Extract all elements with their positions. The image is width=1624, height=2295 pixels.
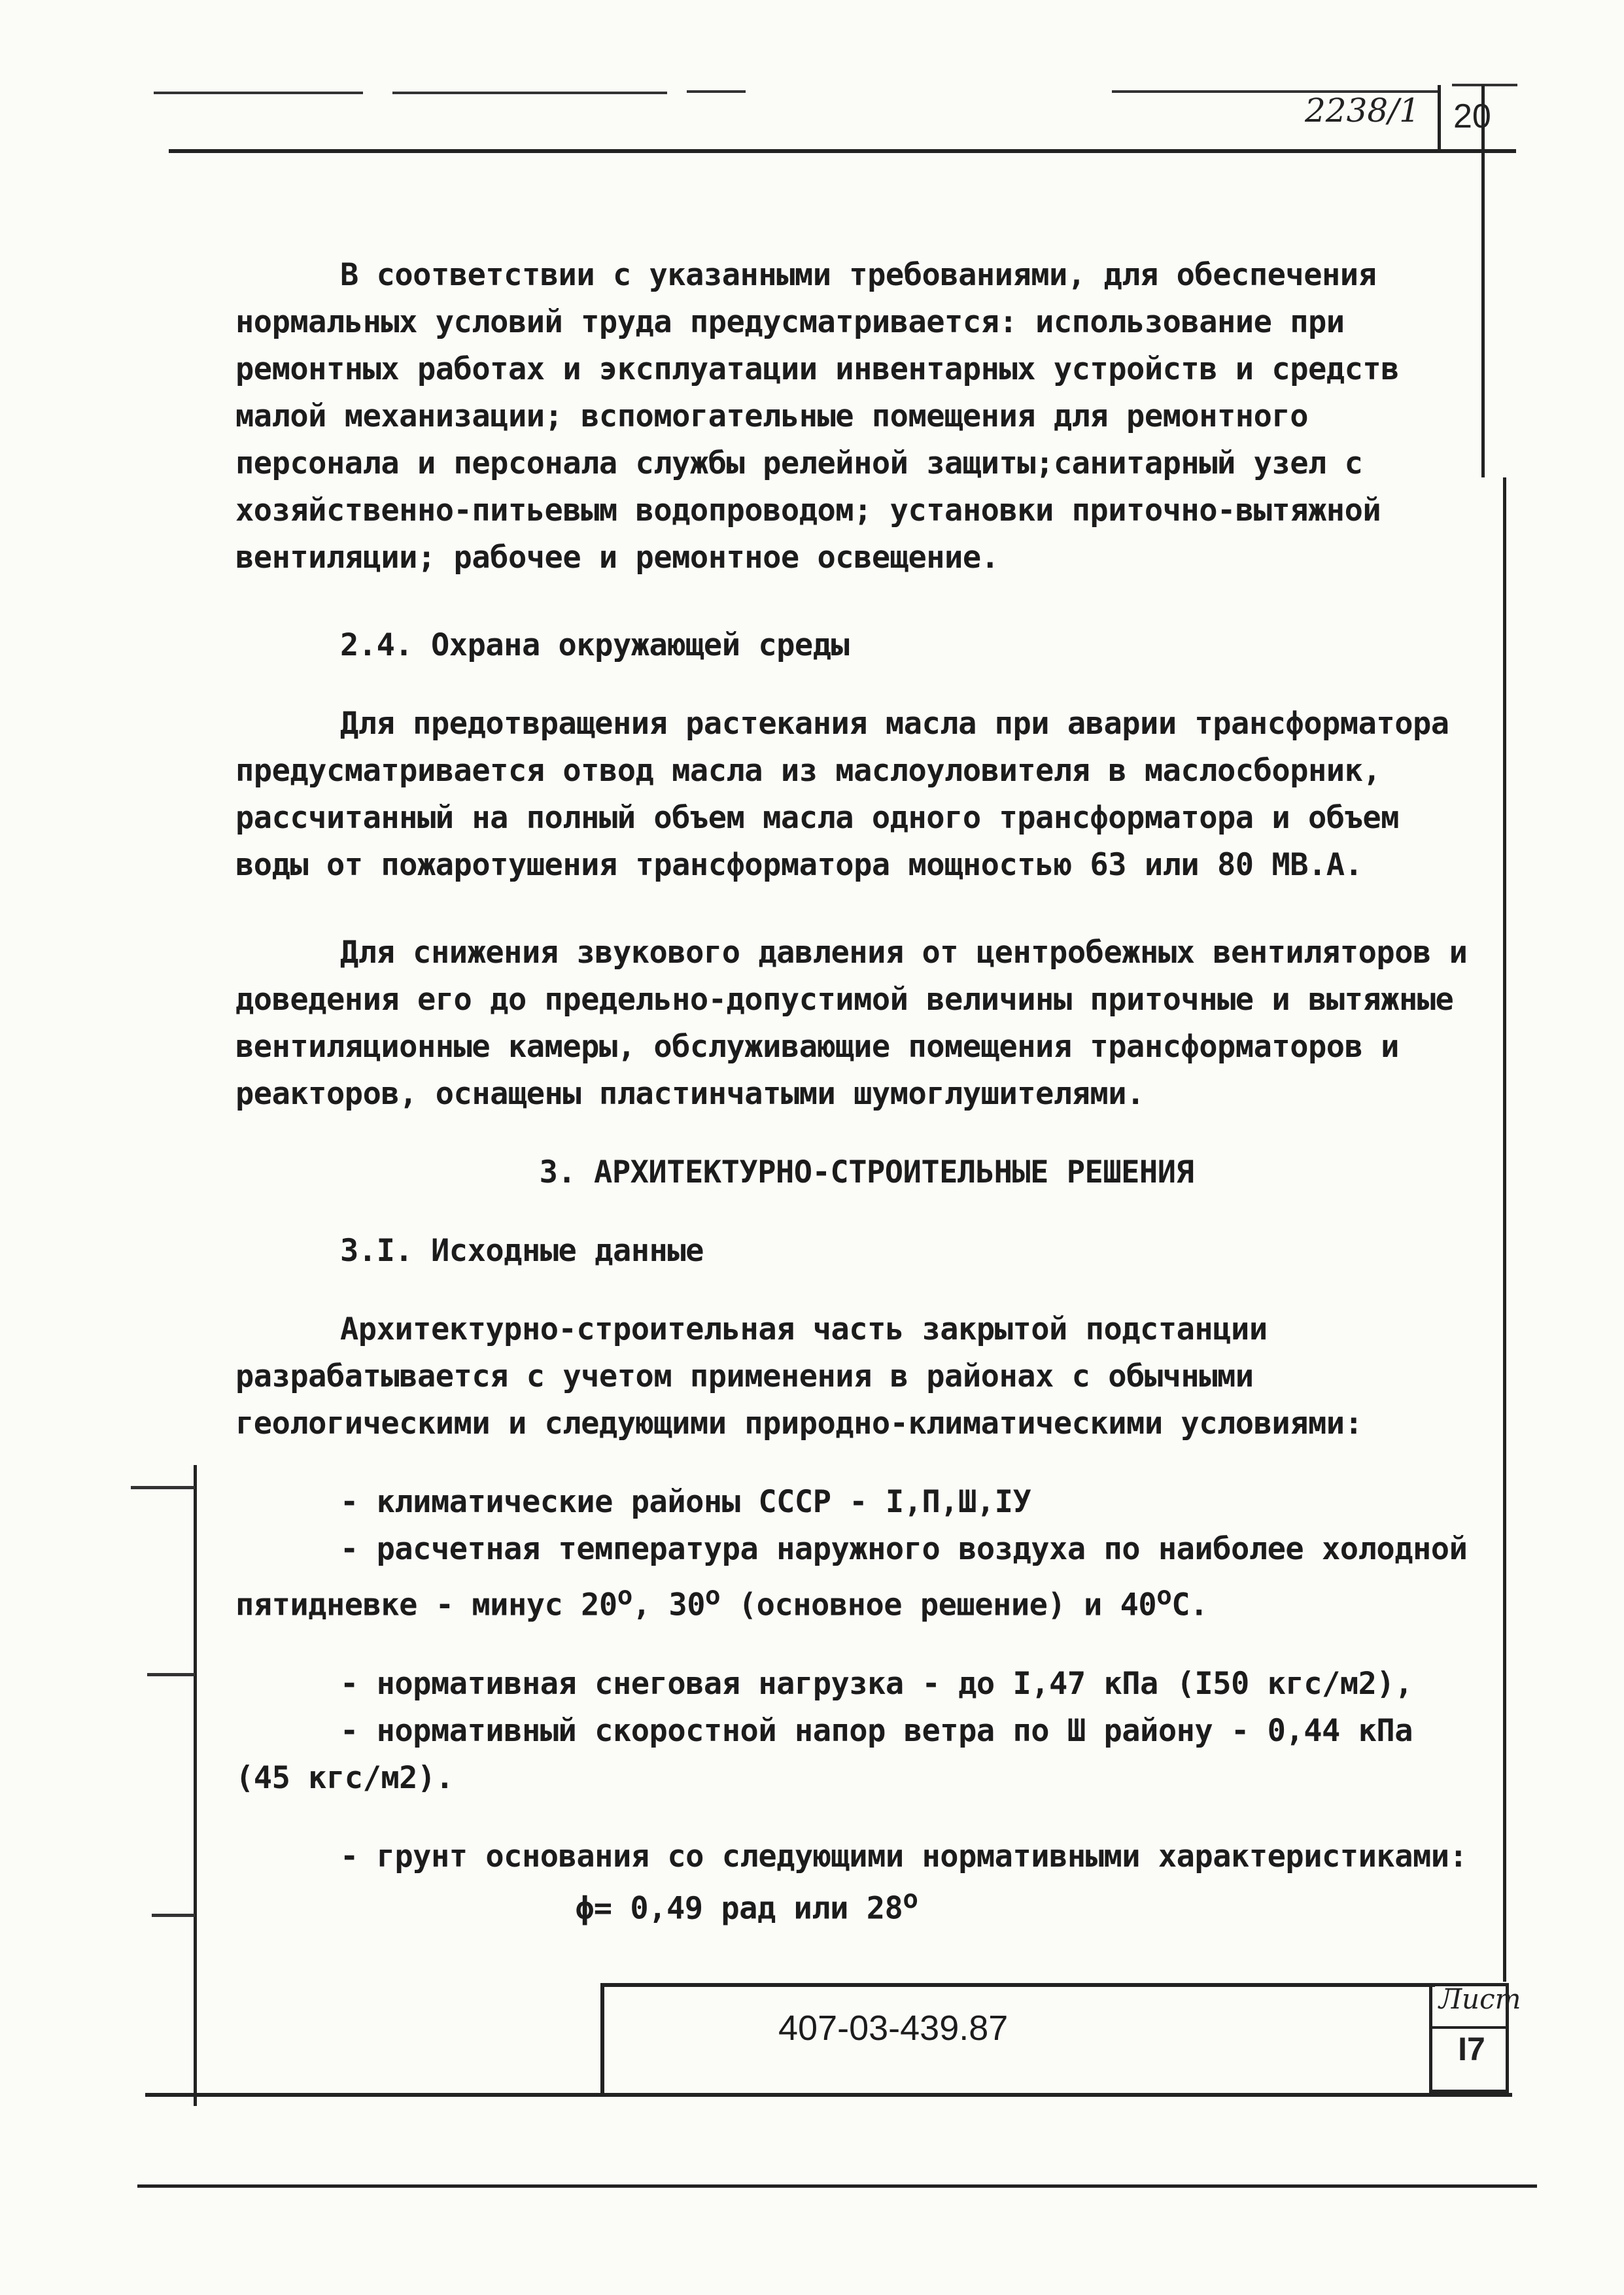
margin-tick xyxy=(131,1486,195,1489)
paragraph-initial-data: Архитектурно-строительная часть закрытой подстанции разрабатывается с учетом применения в районах с обычными геологическими и следующими природно-климатическими условиями: xyxy=(235,1311,1363,1441)
frame-left-rule xyxy=(194,1465,197,2106)
corner-divider xyxy=(1438,85,1441,150)
frame-top-rule xyxy=(169,149,1516,153)
frame-right-rule-lower xyxy=(1503,477,1506,1982)
corner-sheet-number: 20 xyxy=(1453,97,1491,135)
margin-tick xyxy=(152,1914,195,1917)
heading-3-1: 3.I. Исходные данные xyxy=(340,1233,704,1269)
document-code: 407-03-439.87 xyxy=(778,2009,1009,2048)
list-item-design-temperature: - расчетная температура наружного воздуха по наиболее холодной пятидневке - минус 20$^o$, 30$^o$ (основное решение) и 40$^o$С. xyxy=(235,1531,1468,1623)
margin-tick xyxy=(147,1673,195,1676)
page-bottom-rule xyxy=(137,2184,1537,2188)
sheet-number: I7 xyxy=(1458,2031,1485,2067)
list-item-wind-pressure: - нормативный скоростной напор ветра по Ш району - 0,44 кПа (45 кгс/м2). xyxy=(235,1712,1413,1796)
list-item-soil: - грунт основания со следующими нормативными характеристиками: xyxy=(340,1838,1468,1874)
paragraph-noise-reduction: Для снижения звукового давления от центробежных вентиляторов и доведения его до предельно-допустимой величины приточные и вытяжные вентиляционные камеры, обслуживающие помещения трансформаторов и реакторов, оснащены пластинчатыми шумоглушителями. xyxy=(235,935,1468,1112)
sheet-label: Лист xyxy=(1439,1983,1521,2015)
top-dash-line xyxy=(154,92,363,94)
top-dash-line xyxy=(687,90,746,93)
paragraph-labor-conditions: В соответствии с указанными требованиями, для обеспечения нормальных условий труда предусматривается: использование при ремонтных работах и эксплуатации инвентарных устройств и средств малой механизации; вспомогательные помещения для ремонтного персонала и персонала службы релейной защиты;санитарный узел с хозяйственно-питьевым водопроводом; установки приточно-вытяжной вентиляции; рабочее и ремонтное освещение. xyxy=(235,257,1399,576)
heading-3: 3. АРХИТЕКТУРНО-СТРОИТЕЛЬНЫЕ РЕШЕНИЯ xyxy=(539,1154,1194,1190)
formula-friction-angle: ϕ= 0,49 рад или 28$^o$ xyxy=(576,1884,918,1927)
heading-2-4: 2.4. Охрана окружающей среды xyxy=(340,627,850,663)
sheet-box-divider xyxy=(1429,2026,1509,2029)
handwritten-number: 2238/1 xyxy=(1305,92,1420,129)
top-dash-line xyxy=(1452,84,1517,86)
document-body xyxy=(235,252,1472,1932)
list-item-climate-regions: - климатические районы СССР - I,П,Ш,IУ xyxy=(340,1484,1031,1520)
frame-right-rule xyxy=(1481,85,1485,477)
top-dash-line xyxy=(392,92,667,94)
list-item-snow-load: - нормативная снеговая нагрузка - до I,47 кПа (I50 кгс/м2), xyxy=(340,1665,1413,1702)
title-block xyxy=(600,1983,1435,2097)
paragraph-oil-drain: Для предотвращения растекания масла при аварии трансформатора предусматривается отвод масла из маслоуловителя в маслосборник, рассчитанный на полный объем масла одного трансформатора и объем воды от пожаротушения трансформатора мощностью 63 или 80 МВ.А. xyxy=(235,706,1449,883)
